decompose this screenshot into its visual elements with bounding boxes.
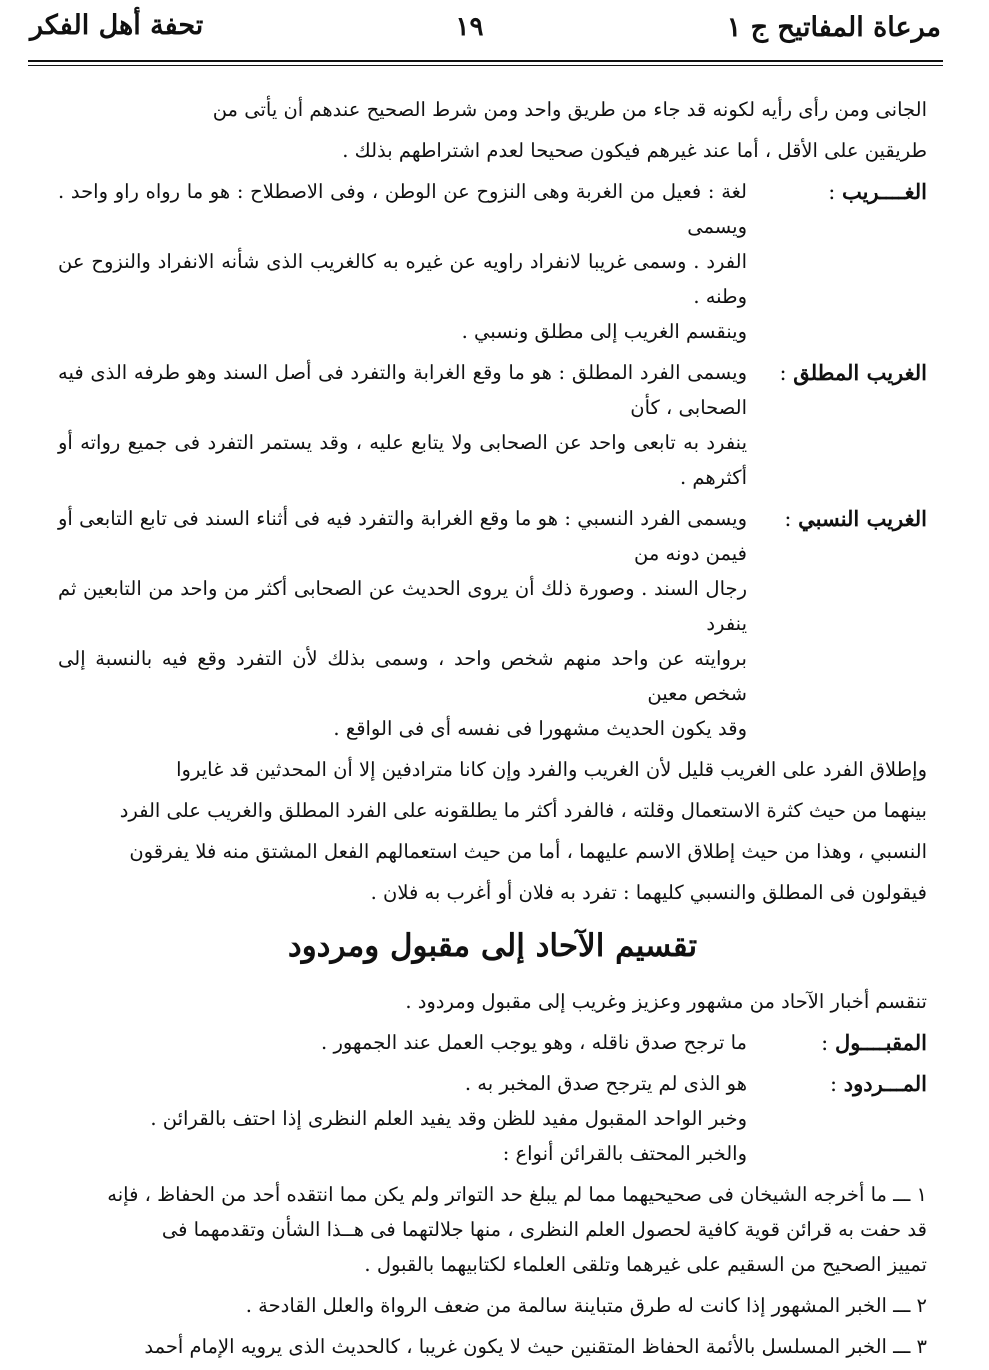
definition-term: الغريب النسبي : [784,506,927,531]
definition-term: الغــــريب : [828,179,927,204]
text-line: لغة : فعيل من الغربة وهى النزوح عن الوطن ، وفى الاصطلاح : هو ما رواه راو واحد . ويسمى [58,180,747,238]
text-line: الجانى ومن رأى رأيه لكونه قد جاء من طريق واحد ومن شرط الصحيح عندهم أن يأتى من [212,98,927,121]
text-line: طريقين على الأقل ، أما عند غيرهم فيكون صحيحا لعدم اشتراطهم بذلك . [342,139,927,162]
text-line: فيقولون فى المطلق والنسبي كليهما : تفرد به فلان أو أغرب به فلان . [370,881,927,904]
section-intro [58,984,927,1019]
text-line: ينفرد به تابعى واحد عن الصحابى ولا يتابع عليه ، وقد يستمر التفرد فى جميع رواته أو أكثرهم . [58,431,747,489]
running-header [30,8,941,54]
definition-body [58,1066,747,1171]
header-rule [28,60,943,66]
page-number: ١٩ [455,12,484,42]
text-line: بروايته عن واحد منهم شخص واحد ، وسمى بذلك لأن التفرد وقع فيه بالنسبة إلى شخص معين [58,647,747,705]
text-line: رجال السند . وصورة ذلك أن يروى الحديث عن الصحابى أكثر من واحد من التابعين ثم ينفرد [58,577,747,635]
fard-paragraph [58,752,927,910]
definition-body [58,355,747,495]
definition-term: المقبــــول : [821,1030,927,1055]
definition-mardud [58,1066,927,1171]
text-line: ٣ ـــ الخبر المسلسل بالأئمة الحفاظ المتقنين حيث لا يكون غريبا ، كالحديث الذى يرويه الإمام أحمد [144,1335,927,1358]
section-running-title: تحفة أهل الفكر [30,10,204,41]
text-line: ويسمى الفرد المطلق : هو ما وقع الغرابة والتفرد فى أصل السند وهو طرفه الذى فيه الصحابى ، كأن [58,361,747,419]
text-line: والخبر المحتف بالقرائن أنواع : [502,1142,747,1165]
text-line: ويسمى الفرد النسبي : هو ما وقع الغرابة والتفرد فيه فى أثناء السند فى تابع التابعى أو فيمن دونه من [58,507,747,565]
definition-body [58,501,747,746]
text-line: النسبي ، وهذا من حيث إطلاق الاسم عليهما ، أما من حيث استعمالهم الفعل المشتق منه فلا يفرقون [129,840,927,863]
text-line: وقد يكون الحديث مشهورا فى نفسه أى فى الواقع . [333,717,747,740]
text-line: ١ ـــ ما أخرجه الشيخان فى صحيحيهما مما لم يبلغ حد التواتر ولم يكن مما انتقده أحد من الحفاظ ، فإنه [107,1183,927,1206]
text-line: بينهما من حيث كثرة الاستعمال وقلته ، فالفرد أكثر ما يطلقونه على الفرد المطلق والغريب على الفرد [119,799,927,822]
text-line: هو الذى لم يترجح صدق المخبر به . [464,1072,747,1095]
definition-gharib-mutlaq [58,355,927,495]
definition-term: الغريب المطلق : [779,360,927,385]
list-item [58,1177,927,1282]
definition-term: المـــردود : [829,1071,927,1096]
page-body [58,92,927,1370]
definition-gharib-nisbi [58,501,927,746]
text-line: ٢ ـــ الخبر المشهور إذا كانت له طرق متباينة سالمة من ضعف الرواة والعلل القادحة . [245,1294,927,1317]
intro-paragraph [58,92,927,168]
text-line: وإطلاق الفرد على الغريب قليل لأن الغريب والفرد وإن كانا مترادفين إلا أن المحدثين قد غايروا [176,758,927,781]
text-line: قد حفت به قرائن قوية كافية لحصول العلم النظرى ، منها جلالتهما فى هــذا الشأن وتقدمهما فى [161,1218,927,1241]
book-title: مرعاة المفاتيح ج ١ [726,12,941,43]
definition-gharib [58,174,927,349]
text-line: وينقسم الغريب إلى مطلق ونسبي . [461,320,747,343]
definition-body [58,174,747,349]
section-heading: تقسيم الآحاد إلى مقبول ومردود [287,928,698,964]
text-line: الفرد . وسمى غريبا لانفراد راويه عن غيره به كالغريب الذى شأنه الانفراد والنزوح عن وطنه . [58,250,747,308]
text-line: ما ترجح صدق ناقله ، وهو يوجب العمل عند الجمهور . [321,1031,747,1054]
text-line: تمييز الصحيح من السقيم على غيرهما وتلقى العلماء لكتابيهما بالقبول . [364,1253,927,1276]
definition-maqbul [58,1025,927,1060]
text-line: وخبر الواحد المقبول مفيد للظن وقد يفيد العلم النظرى إذا احتف بالقرائن . [150,1107,747,1130]
text-line: تنقسم أخبار الآحاد من مشهور وعزيز وغريب إلى مقبول ومردود . [405,990,927,1013]
definition-body [58,1025,747,1060]
list-item [58,1288,927,1323]
